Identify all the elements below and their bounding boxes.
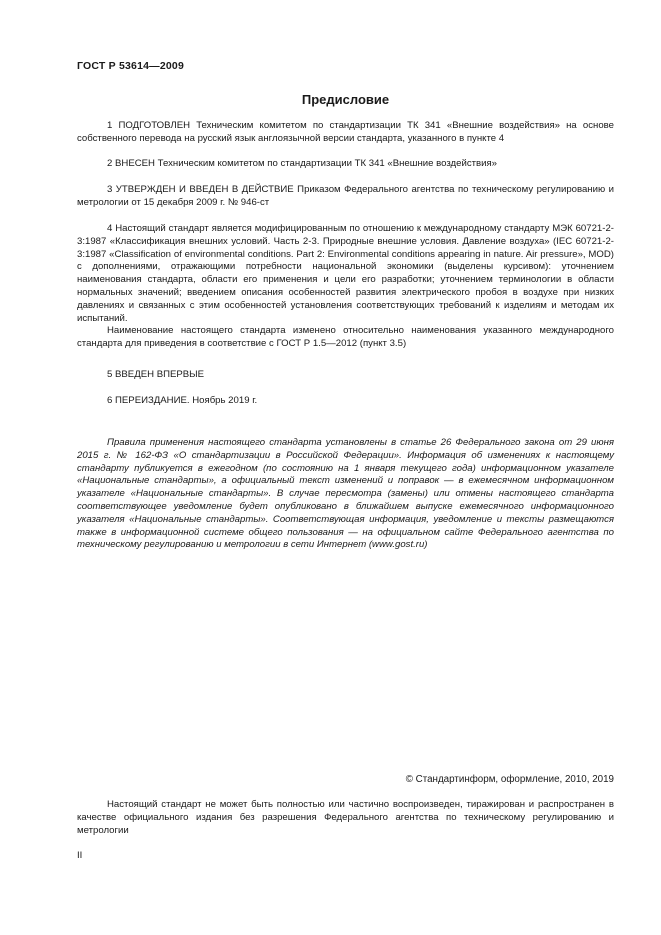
- item-2: [77, 158, 614, 171]
- item-4-text-2: Наименование настоящего стандарта изменено относительно наименования указанного международного стандарта для приведения в соответствие с ГОСТ Р 1.5—2012 (пункт 3.5): [77, 325, 614, 350]
- item-5-text: 5 ВВЕДЕН ВПЕРВЫЕ: [107, 369, 205, 380]
- item-1-text: 1 ПОДГОТОВЛЕН Техническим комитетом по стандартизации ТК 341 «Внешние воздействия» на основе собственного перевода на русский язык англоязычной версии стандарта, указанного в пункте 4: [77, 120, 614, 144]
- document-id: ГОСТ Р 53614—2009: [77, 60, 185, 72]
- page-number: II: [77, 850, 83, 861]
- item-1: [77, 120, 614, 146]
- item-4-text: 4 Настоящий стандарт является модифицированным по отношению к международному стандарту МЭК 60721-2-3:1987 «Классификация внешних условий. Часть 2-3. Природные внешние условия. Давление воздуха» (IEC 60721-2-3:1987 «Classification of environmental conditions. Part 2: Environmental conditions appearing in nature. Air pressure», MOD) с дополнениями, отражающими потребности национальной экономики (выделены курсивом): уточнением наименования стандарта, области его применения и цели его разработки; уточнением терминологии в области нормальных значений; введением описания особенностей развития электрического пробоя в воздухе при низких давлениях и связанных с этим особенностей установления соответствующих требований к изделиям и методам их испытаний.: [77, 223, 614, 324]
- usage-notice-text: Правила применения настоящего стандарта установлены в статье 26 Федерального закона от 29 июня 2015 г. № 162-ФЗ «О стандартизации в Российской Федерации». Информация об изменениях к настоящему стандарту публикуется в ежегодном (по состоянию на 1 января текущего года) информационном указателе «Национальные стандарты», а официальный текст изменений и поправок — в ежемесячном информационном указателе «Национальные стандарты». В случае пересмотра (замены) или отмены настоящего стандарта соответствующее уведомление будет опубликовано в ближайшем выпуске ежемесячного информационного указателя «Национальные стандарты». Соответствующая информация, уведомление и тексты размещаются также в информационной системе общего пользования — на официальном сайте Федерального агентства по техническому регулированию и метрологии в сети Интернет (www.gost.ru): [77, 437, 614, 551]
- page-title: Предисловие: [301, 92, 390, 107]
- rights-notice-text: Настоящий стандарт не может быть полностью или частично воспроизведен, тиражирован и распространен в качестве официального издания без разрешения Федерального агентства по техническому регулированию и метрологии: [77, 799, 614, 836]
- item-6-text: 6 ПЕРЕИЗДАНИЕ. Ноябрь 2019 г.: [107, 395, 258, 406]
- item-5: [77, 369, 614, 382]
- rights-notice: [77, 799, 614, 837]
- usage-notice: [77, 437, 614, 552]
- item-4: [77, 223, 614, 351]
- item-3-text: 3 УТВЕРЖДЕН И ВВЕДЕН В ДЕЙСТВИЕ Приказом Федерального агентства по техническому регулированию и метрологии от 15 декабря 2009 г. № 946-ст: [77, 184, 614, 208]
- copyright-line: © Стандартинформ, оформление, 2010, 2019: [405, 774, 614, 785]
- item-6: [77, 395, 614, 408]
- item-3: [77, 184, 614, 210]
- item-2-text: 2 ВНЕСЕН Техническим комитетом по стандартизации ТК 341 «Внешние воздействия»: [107, 158, 497, 169]
